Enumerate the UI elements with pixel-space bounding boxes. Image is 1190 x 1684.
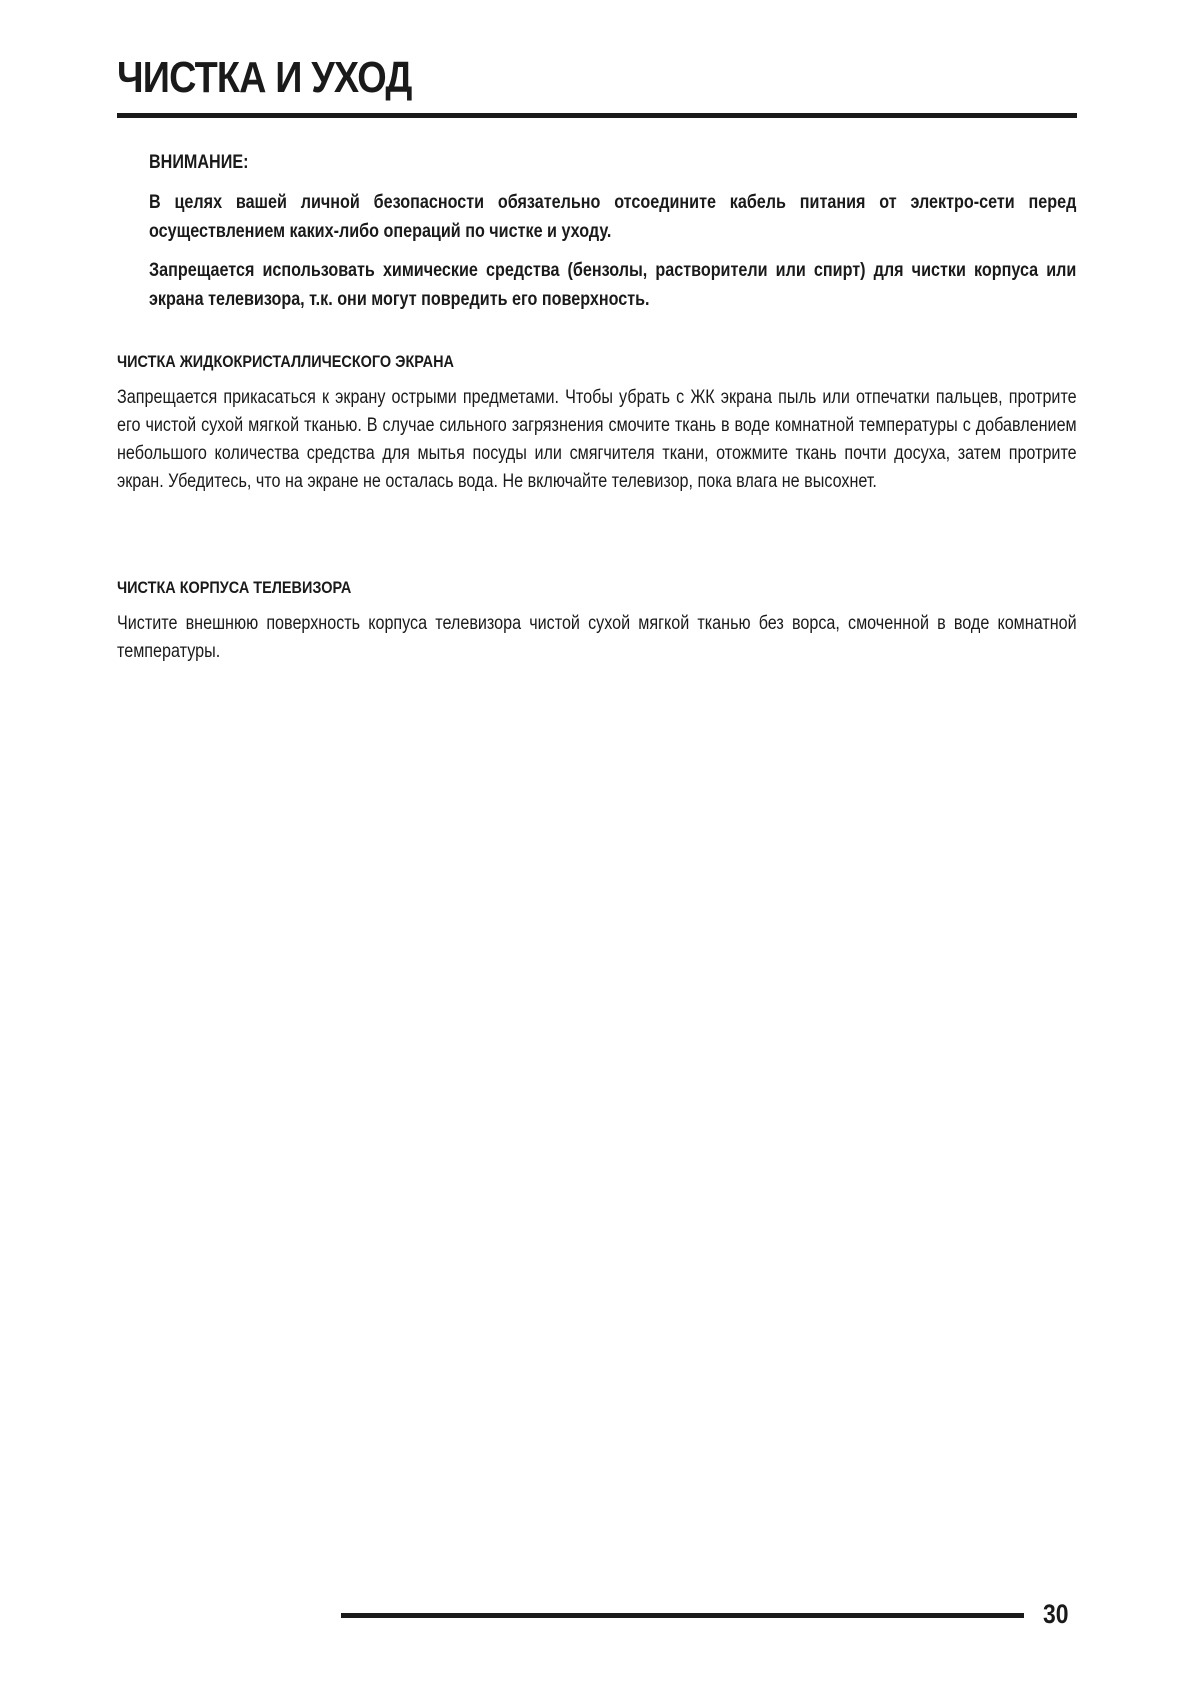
warning-label: ВНИМАНИЕ: — [149, 152, 249, 173]
warning-paragraph: Запрещается использовать химические средства (бензолы, растворители или спирт) для чистки корпуса или экрана телевизора, т.к. они могут повредить его поверхность. — [149, 260, 1077, 310]
title-underline — [117, 113, 1077, 118]
section-case-cleaning — [117, 578, 1077, 666]
warning-block — [149, 152, 1077, 324]
section-body: Чистите внешнюю поверхность корпуса телевизора чистой сухой мягкой тканью без ворса, смоченной в воде комнатной температуры. — [117, 613, 1077, 662]
section-heading: ЧИСТКА ЖИДКОКРИСТАЛЛИЧЕСКОГО ЭКРАНА — [117, 352, 454, 371]
section-heading: ЧИСТКА КОРПУСА ТЕЛЕВИЗОРА — [117, 578, 352, 597]
section-lcd-cleaning — [117, 352, 1077, 496]
page-number: 30 — [1043, 1599, 1069, 1629]
page-title: ЧИСТКА И УХОД — [117, 53, 412, 102]
section-body: Запрещается прикасаться к экрану острыми предметами. Чтобы убрать с ЖК экрана пыль или отпечатки пальцев, протрите его чистой сухой мягкой тканью. В случае сильного загрязнения смочите ткань в воде комнатной температуры с добавлением небольшого количества средства для мытья посуды или смягчителя ткани, отожмите ткань почти досуха, затем протрите экран. Убедитесь, что на экране не осталась вода. Не включайте телевизор, пока влага не высохнет. — [117, 387, 1077, 492]
footer-rule — [341, 1613, 1024, 1618]
warning-paragraph: В целях вашей личной безопасности обязательно отсоедините кабель питания от электро-сети перед осуществлением каких-либо операций по чистке и уходу. — [149, 192, 1077, 242]
